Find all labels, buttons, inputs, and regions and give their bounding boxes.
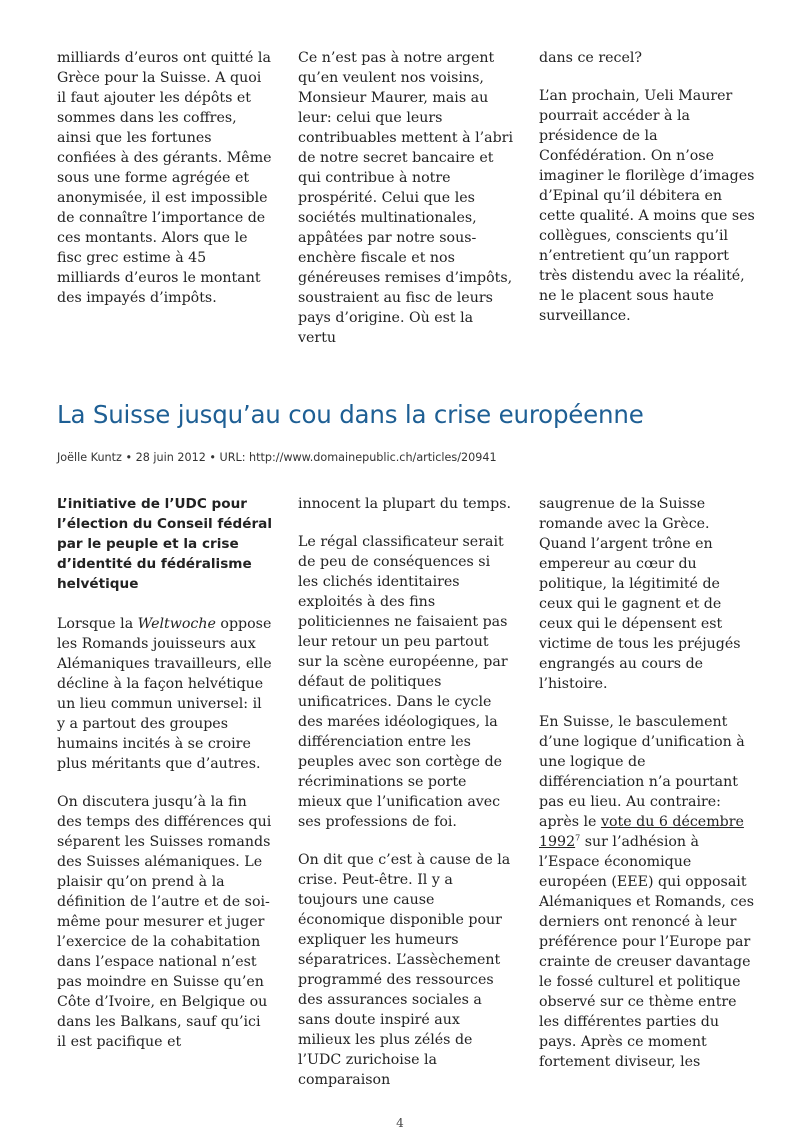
top-col1-paragraph: milliards d’euros ont quitté la Grèce pour la Suisse. A quoi il faut ajouter les dépôts et sommes dans les coffres, ainsi que les fortunes confiées à des gérants. Même sous une forme agrégée et anonymisée, il est impossible de connaître l’importance de ces montants. Alors que le fisc grec estime à 45 milliards d’euros le montant des impayés d’impôts. xyxy=(57,50,272,306)
publication-name: Weltwoche xyxy=(137,616,216,632)
vote-link[interactable]: vote du 6 décembre 1992 xyxy=(539,814,744,850)
text-span: oppose les Romands jouisseurs aux Alémaniques travailleurs, elle décline à la façon helvétique un lieu commun universel: il y a partout des groupes humains incités à se croire plus méritants que d’autres. xyxy=(57,616,272,772)
article-column-3 xyxy=(539,494,755,1090)
footnote-marker[interactable]: 7 xyxy=(575,833,581,843)
article-col2-paragraph-2: Le régal classificateur serait de peu de conséquences si les clichés identitaires exploités à des fins politiciennes ne faisaient pas leur retour un peu partout sur la scène européenne, par défaut de politiques unificatrices. Dans le cycle des marées idéologiques, la différenciation entre les peuples avec son cortège de récriminations se porte mieux que l’unification avec ses professions de foi. xyxy=(298,534,508,830)
top-col3-paragraph-1: dans ce recel? xyxy=(539,50,642,66)
article-lead: L’initiative de l’UDC pour l’élection du Conseil fédéral par le peuple et la crise d’identité du fédéralisme helvétique xyxy=(57,496,273,592)
article-col1-paragraph-1 xyxy=(57,614,273,774)
article-col2-paragraph-1: innocent la plupart du temps. xyxy=(298,496,511,512)
page-number: 4 xyxy=(396,1116,404,1130)
article-column-1 xyxy=(57,494,273,1070)
article-col2-paragraph-3: On dit que c’est à cause de la crise. Peut-être. Il y a toujours une cause économique disponible pour expliquer les humeurs séparatrices. L’assèchement programmé des ressources des assurances sociales a sans doute inspiré aux milieux les plus zélés de l’UDC zurichoise la comparaison xyxy=(298,852,511,1088)
article-col3-paragraph-2 xyxy=(539,712,755,1072)
top-column-1 xyxy=(57,48,273,326)
top-col2-paragraph: Ce n’est pas à notre argent qu’en veulent nos voisins, Monsieur Maurer, mais au leur: celui que leurs contribuables mettent à l’abri de notre secret bancaire et qui contribue à notre prospérité. Celui que les sociétés multinationales, appâtées par notre sous-enchère fiscale et nos généreuses remises d’impôts, soustraient au fisc de leurs pays d’origine. Où est la vertu xyxy=(298,50,514,346)
article-col3-paragraph-1: saugrenue de la Suisse romande avec la Grèce. Quand l’argent trône en empereur au cœur du politique, la légitimité de ceux qui le gagnent et de ceux qui le dépensent est victime de tous les préjugés engrangés au cours de l’histoire. xyxy=(539,496,741,692)
article-title: La Suisse jusqu’au cou dans la crise européenne xyxy=(57,400,644,429)
text-span: Lorsque la xyxy=(57,616,138,632)
text-span: En Suisse, le basculement d’une logique d’unification à une logique de différenciation n’a pourtant pas eu lieu. Au contraire: après le xyxy=(539,714,745,830)
top-column-2 xyxy=(298,48,514,366)
article-col1-paragraph-2: On discutera jusqu’à la fin des temps des différences qui séparent les Suisses romands des Suisses alémaniques. Le plaisir qu’on prend à la définition de l’autre et de soi-même pour mesurer et juger l’exercice de la cohabitation dans l’espace national n’est pas moindre en Suisse qu’en Côte d’Ivoire, en Belgique ou dans les Balkans, sauf qu’ici il est pacifique et xyxy=(57,794,272,1050)
top-col3-paragraph-2: L’an prochain, Ueli Maurer pourrait accéder à la présidence de la Confédération. On n’ose imaginer le florilège d’images d’Epinal qu’il débitera en cette qualité. A moins que ses collègues, conscients qu’il n’entretient qu’un rapport très distendu avec la réalité, ne le placent sous haute surveillance. xyxy=(539,88,755,324)
article-column-2 xyxy=(298,494,514,1108)
top-column-3 xyxy=(539,48,755,344)
text-span: sur l’adhésion à l’Espace économique européen (EEE) qui opposait Alémaniques et Romands, ces derniers ont renoncé à leur préférence pour l’Europe par crainte de creuser davantage le fossé culturel et politique observé sur ce thème entre les différentes parties du pays. Après ce moment fortement diviseur, les xyxy=(539,834,755,1070)
article-byline: Joëlle Kuntz • 28 juin 2012 • URL: http://www.domainepublic.ch/articles/20941 xyxy=(57,451,497,464)
